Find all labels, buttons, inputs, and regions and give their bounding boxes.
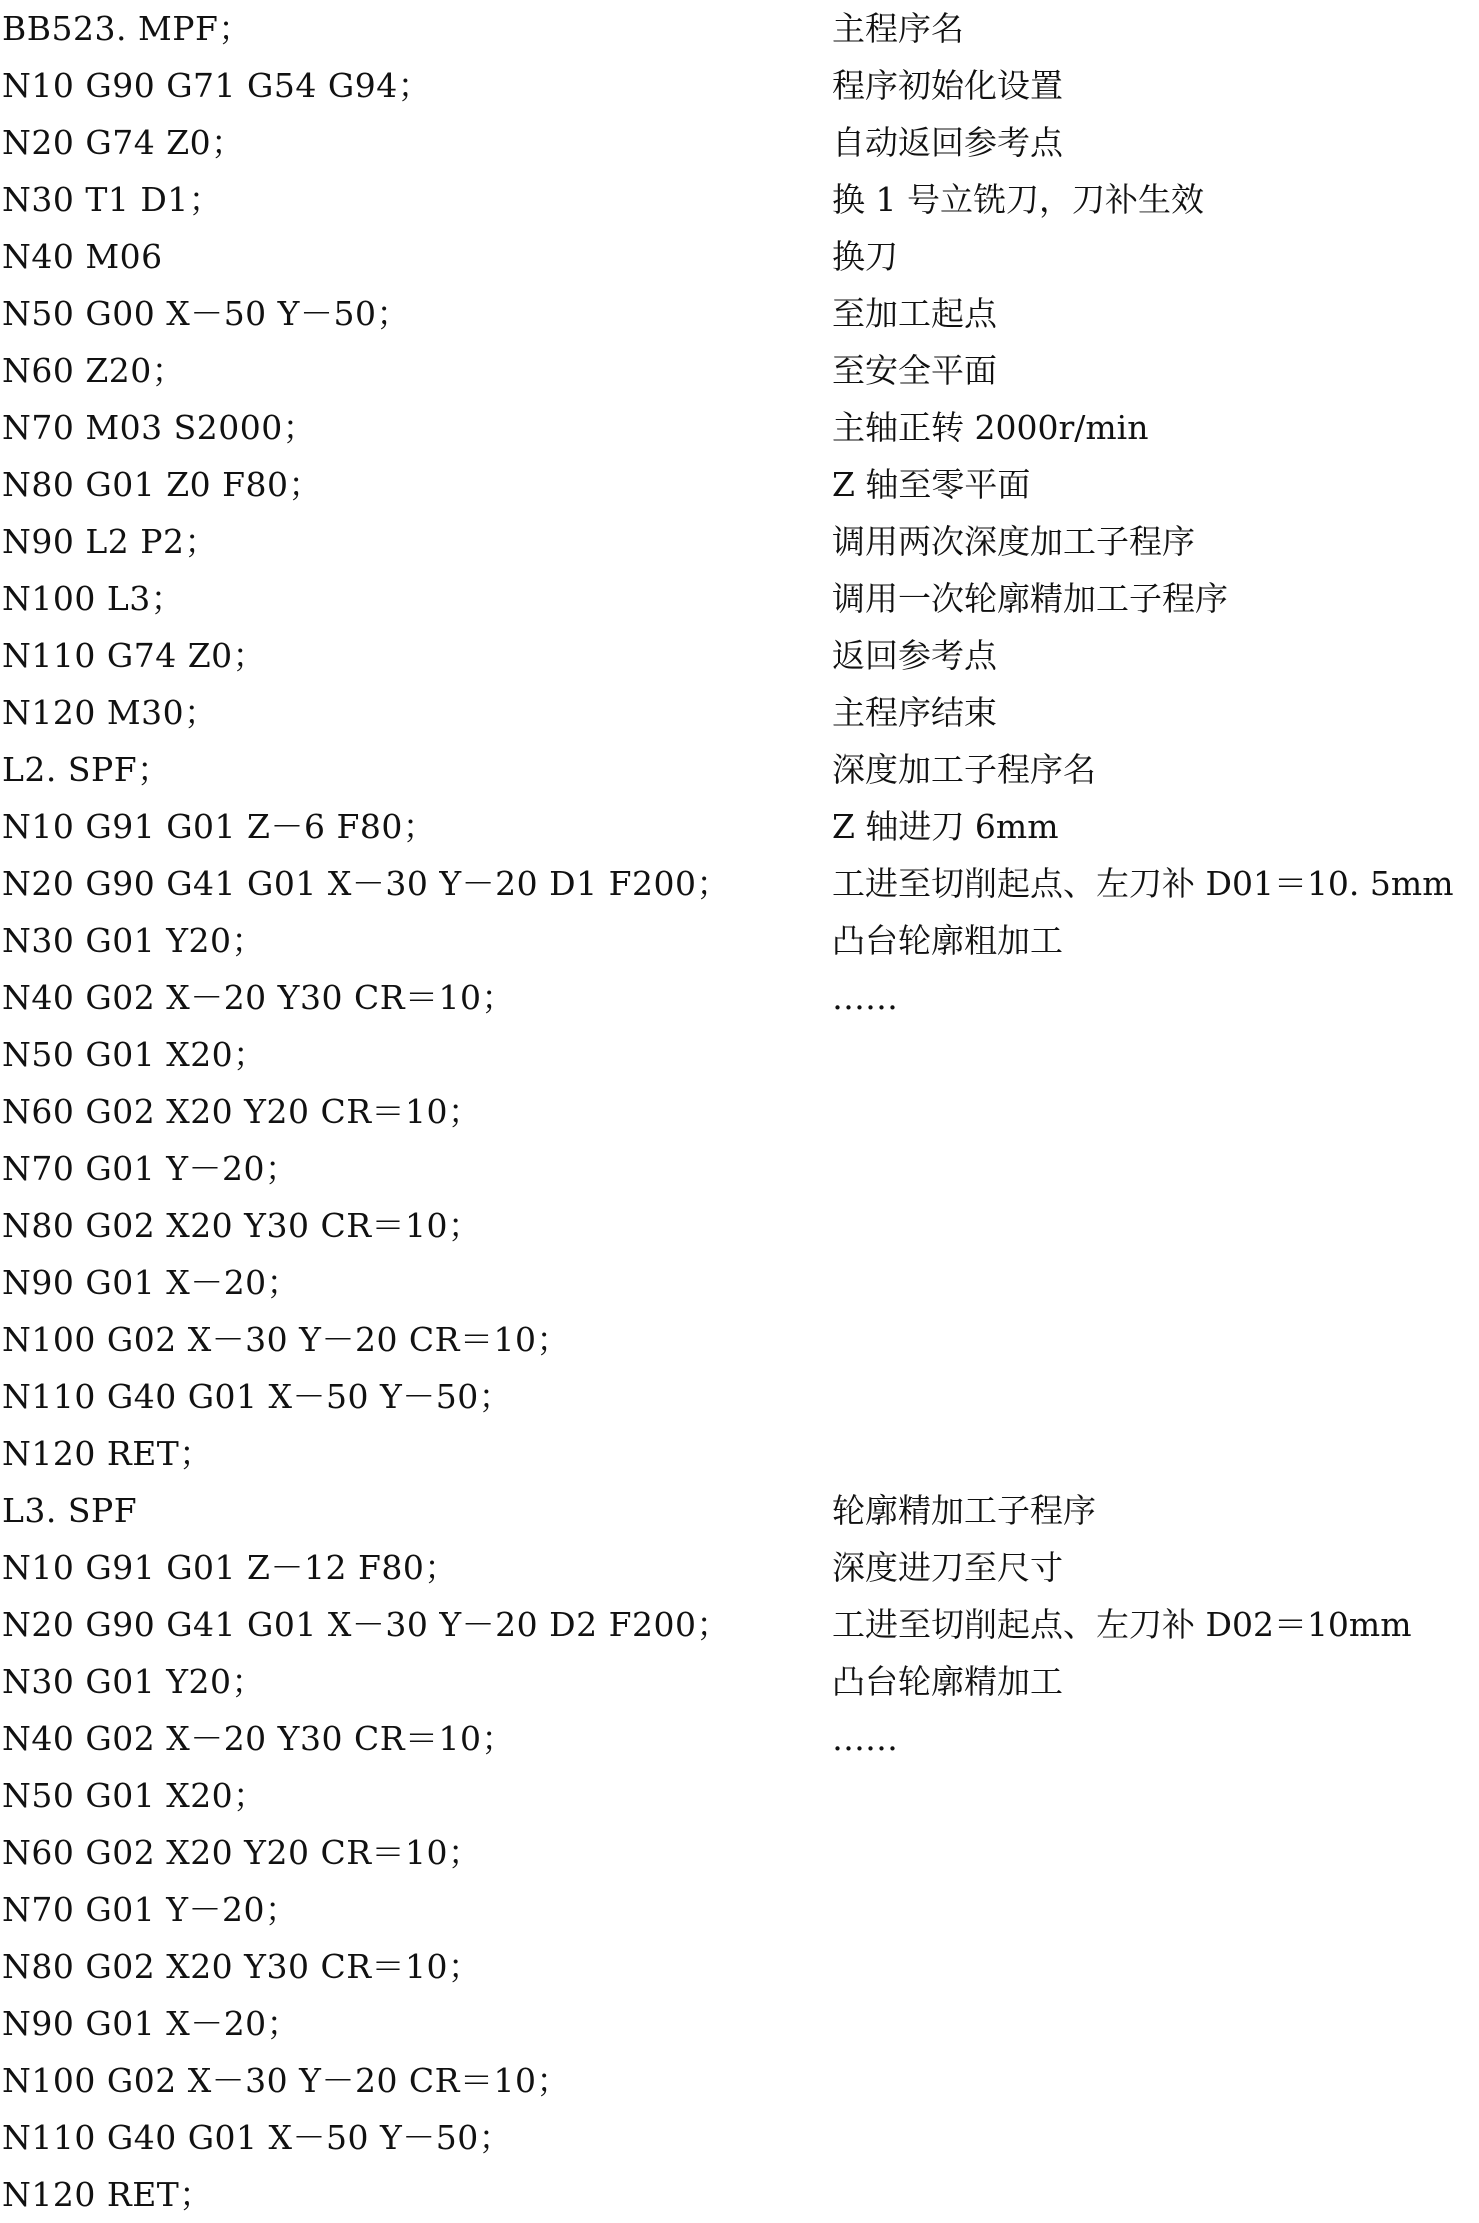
code-text: N50 G01 X20； [2, 1035, 267, 1074]
program-line [0, 1596, 1479, 1653]
comment-text: 主程序结束 [832, 693, 997, 732]
code-text: BB523. MPF； [2, 9, 252, 48]
code-text: N70 G01 Y－20； [2, 1890, 299, 1929]
code-text: N90 G01 X－20； [2, 1263, 301, 1302]
code-text: N60 Z20； [2, 351, 186, 390]
program-line [0, 1653, 1479, 1710]
code-text: N30 G01 Y20； [2, 921, 265, 960]
code-text: N80 G01 Z0 F80； [2, 465, 323, 504]
program-line [0, 1026, 1479, 1083]
code-text: N110 G40 G01 X－50 Y－50； [2, 1377, 513, 1416]
comment-text: 至安全平面 [832, 351, 997, 390]
code-text: L3. SPF [2, 1491, 138, 1530]
comment-text: 主轴正转 2000r/min [832, 408, 1149, 447]
code-text: N80 G02 X20 Y30 CR＝10； [2, 1206, 482, 1245]
comment-text: 主程序名 [832, 9, 964, 48]
program-line [0, 171, 1479, 228]
program-line [0, 1482, 1479, 1539]
program-line [0, 1767, 1479, 1824]
program-line [0, 399, 1479, 456]
program-line [0, 855, 1479, 912]
program-line [0, 1824, 1479, 1881]
comment-text: 换刀 [832, 237, 898, 276]
program-line [0, 1311, 1479, 1368]
code-text: N120 RET； [2, 1434, 213, 1473]
comment-text: 自动返回参考点 [832, 123, 1063, 162]
code-text: N50 G01 X20； [2, 1776, 267, 1815]
program-line [0, 0, 1479, 57]
program-line [0, 228, 1479, 285]
code-text: N80 G02 X20 Y30 CR＝10； [2, 1947, 482, 1986]
comment-text: 程序初始化设置 [832, 66, 1063, 105]
code-text: N40 M06 [2, 237, 163, 276]
comment-text: 调用一次轮廓精加工子程序 [832, 579, 1228, 618]
comment-text: 至加工起点 [832, 294, 997, 333]
comment-text: …… [832, 978, 898, 1017]
code-text: N10 G90 G71 G54 G94； [2, 66, 432, 105]
program-line [0, 2052, 1479, 2109]
program-line [0, 570, 1479, 627]
program-line [0, 1938, 1479, 1995]
program-line [0, 57, 1479, 114]
program-line [0, 1995, 1479, 2052]
code-text: N20 G74 Z0； [2, 123, 245, 162]
code-text: N100 G02 X－30 Y－20 CR＝10； [2, 1320, 571, 1359]
program-line [0, 114, 1479, 171]
comment-text: 工进至切削起点、左刀补 D02＝10mm [832, 1605, 1412, 1644]
program-line [0, 513, 1479, 570]
comment-text: Z 轴至零平面 [832, 465, 1031, 504]
code-text: N40 G02 X－20 Y30 CR＝10； [2, 978, 516, 1017]
comment-text: …… [832, 1719, 898, 1758]
code-text: N10 G91 G01 Z－6 F80； [2, 807, 437, 846]
code-text: N30 G01 Y20； [2, 1662, 265, 1701]
code-text: N50 G00 X－50 Y－50； [2, 294, 410, 333]
comment-text: 换 1 号立铣刀，刀补生效 [832, 180, 1204, 219]
comment-text: 凸台轮廓精加工 [832, 1662, 1063, 1701]
comment-text: 深度进刀至尺寸 [832, 1548, 1063, 1587]
program-line [0, 627, 1479, 684]
comment-text: 轮廓精加工子程序 [832, 1491, 1096, 1530]
program-line [0, 798, 1479, 855]
comment-text: 工进至切削起点、左刀补 D01＝10. 5mm [832, 864, 1454, 903]
comment-text: 凸台轮廓粗加工 [832, 921, 1063, 960]
program-line [0, 684, 1479, 741]
program-line [0, 969, 1479, 1026]
code-text: N120 RET； [2, 2175, 213, 2214]
code-text: N30 T1 D1； [2, 180, 223, 219]
code-text: N90 G01 X－20； [2, 2004, 301, 2043]
program-line [0, 1539, 1479, 1596]
comment-text: 深度加工子程序名 [832, 750, 1096, 789]
code-text: N10 G91 G01 Z－12 F80； [2, 1548, 458, 1587]
code-text: L2. SPF； [2, 750, 171, 789]
program-line [0, 1368, 1479, 1425]
code-text: N70 G01 Y－20； [2, 1149, 299, 1188]
program-line [0, 741, 1479, 798]
program-line [0, 1710, 1479, 1767]
code-text: N110 G40 G01 X－50 Y－50； [2, 2118, 513, 2157]
program-line [0, 1140, 1479, 1197]
program-line [0, 2166, 1479, 2223]
code-text: N100 G02 X－30 Y－20 CR＝10； [2, 2061, 571, 2100]
code-text: N70 M03 S2000； [2, 408, 317, 447]
code-text: N110 G74 Z0； [2, 636, 267, 675]
comment-text: 返回参考点 [832, 636, 997, 675]
code-text: N90 L2 P2； [2, 522, 218, 561]
program-line [0, 1083, 1479, 1140]
code-text: N100 L3； [2, 579, 185, 618]
code-text: N120 M30； [2, 693, 218, 732]
code-text: N20 G90 G41 G01 X－30 Y－20 D1 F200； [2, 864, 730, 903]
comment-text: Z 轴进刀 6mm [832, 807, 1059, 846]
program-line [0, 2109, 1479, 2166]
program-line [0, 1254, 1479, 1311]
program-line [0, 912, 1479, 969]
code-text: N60 G02 X20 Y20 CR＝10； [2, 1833, 482, 1872]
code-text: N40 G02 X－20 Y30 CR＝10； [2, 1719, 516, 1758]
program-line [0, 342, 1479, 399]
program-line [0, 285, 1479, 342]
program-line [0, 1425, 1479, 1482]
code-text: N60 G02 X20 Y20 CR＝10； [2, 1092, 482, 1131]
program-line [0, 1197, 1479, 1254]
program-line [0, 1881, 1479, 1938]
code-text: N20 G90 G41 G01 X－30 Y－20 D2 F200； [2, 1605, 730, 1644]
program-line [0, 456, 1479, 513]
comment-text: 调用两次深度加工子程序 [832, 522, 1195, 561]
